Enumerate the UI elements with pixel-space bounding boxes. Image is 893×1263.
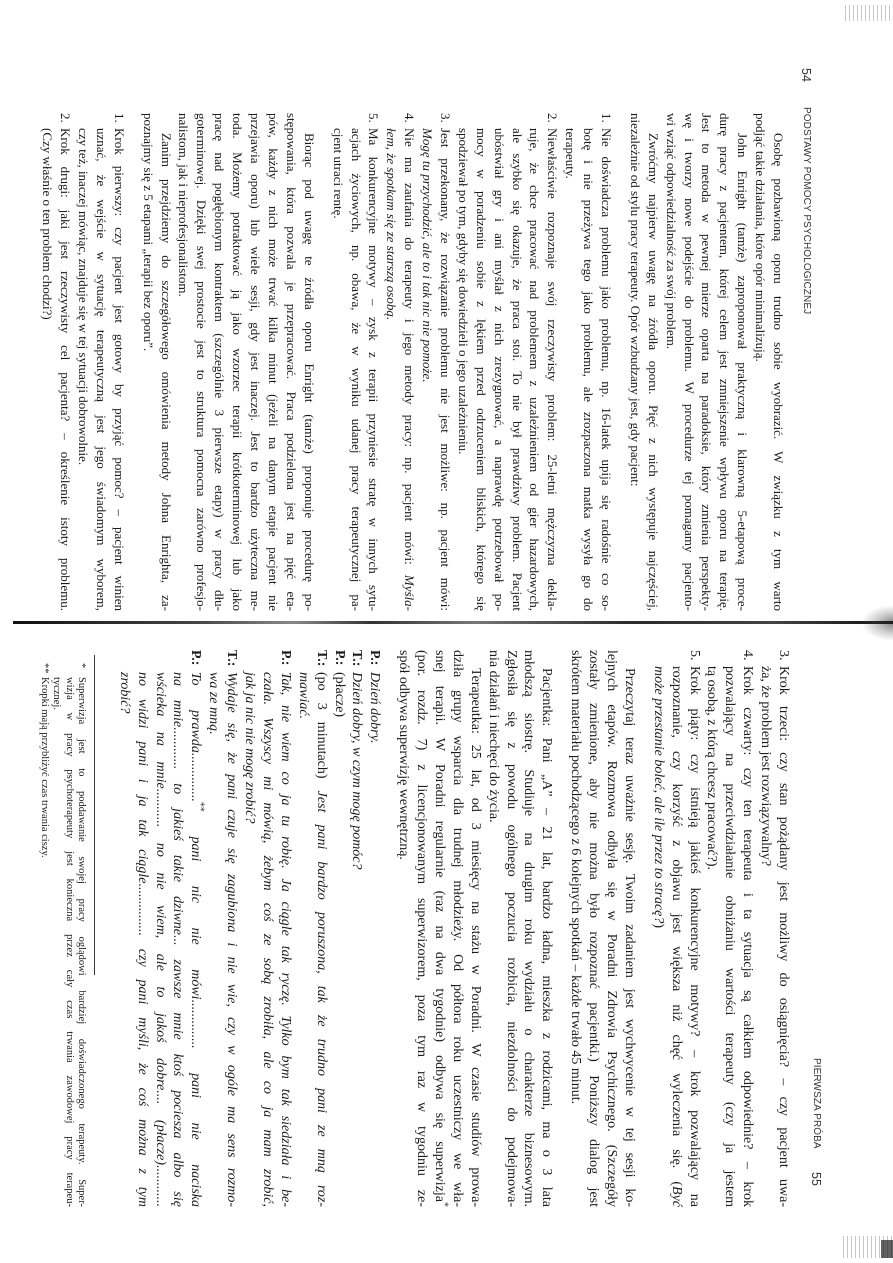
text-line: terapeuty. — [563, 128, 579, 179]
text-line — [330, 672, 348, 1207]
footnotes — [37, 663, 87, 1207]
text-line: Krok piąty: czy istnieją jakieś konkurencyjne motywy? – krok pozwalający na — [686, 666, 702, 1207]
steps-list — [649, 650, 792, 1207]
text-line: nia działań i niechęci do życia. — [485, 650, 501, 823]
text-line: Krok trzeci: czy stan pożądany jest możliwy do osiągnięcia? – czy pacjent uwa- — [776, 666, 791, 1207]
paragraph — [662, 113, 751, 611]
list-item — [649, 650, 703, 1207]
speaker-label: P.: — [188, 650, 204, 666]
list-item — [74, 113, 128, 611]
list-number: 4. — [740, 650, 756, 661]
text-line — [400, 128, 418, 611]
text-line: czy też, inaczej mówiąc, znajduje się w tej sytuacji dobrowolnie. — [76, 128, 92, 466]
text-line — [294, 672, 312, 1207]
speech: Wydaje się, że pani czuje się zagubiona i nie wie, czy w ogóle ma sens rozmo- — [224, 672, 240, 1207]
text-line: spół odbywa superwizję wewnętrzną. — [396, 650, 412, 860]
text-line: cjent utraci rentę. — [330, 128, 346, 219]
text-line: skrótem materiału pochodzącego z 6 kolejnych spotkań – każde trwało 45 minut. — [568, 650, 584, 1105]
text-line: Zanim przejdziemy do szczegółowego omówienia metody Johna Enrighta, za- — [158, 133, 174, 611]
text-line — [133, 672, 151, 1207]
text-line: ża, że problem jest rozwiązywalny? — [758, 666, 774, 867]
text-line: Niewłaściwie rozpoznaje swój rzeczywisty problem: 25-letni mężczyzna dekla- — [545, 128, 561, 611]
text-line: Zgłosiła się z powodu ogólnego poczucia rozbicia, niezdolności do podejmowa- — [503, 650, 519, 1207]
text-run: Nie ma zaufania do terapeuty i jego metody pracy: np. pacjent mówi: — [402, 128, 418, 575]
list-item — [329, 113, 383, 611]
paragraph-spacer — [638, 650, 649, 1207]
text-line — [115, 672, 133, 1207]
running-head — [798, 0, 814, 621]
paragraph-spacer — [555, 650, 566, 1207]
list-number: 1. — [598, 113, 614, 123]
text-line: Nie doświadcza problemu jako problemu, np. 16-latek upija się radośnie co so- — [598, 128, 614, 611]
paragraph — [139, 113, 175, 611]
text-line: ubóstwiał gry i ani myślał z nich zrezygnować, a naprawdę potrzebował po- — [491, 128, 507, 611]
text-line: Krok drugi: jaki jest rzeczywisty cel pacjenta? – określenie istoty problemu. — [58, 128, 74, 611]
text-line — [348, 672, 366, 1207]
speech: zrobić? — [116, 672, 132, 714]
text-line: Kropki mają przybliżyć czas trwania ciszy. — [38, 677, 50, 858]
page-body — [115, 650, 792, 1207]
speaker-label: T.: — [224, 650, 240, 667]
text-line — [276, 672, 294, 1207]
speech: jak ja nic nie mogę zrobić? — [242, 672, 258, 824]
text-line: wizja w pracy psychoterapeuty jest konieczna przez cały czas trwania zawodowej pracy terapeu- — [63, 677, 75, 1207]
text-run: snej terapii. W Poradni regularnie (raz na dwa tygodnie) odbywa się superwizja — [431, 650, 447, 1202]
list-item — [38, 113, 74, 611]
text-line — [169, 672, 187, 1207]
text-run: ) — [650, 923, 666, 929]
text-line: niezależnie od stylu pracy terapeuty. Opór wzbudzany jest, gdy pacjent: — [627, 113, 643, 487]
speech: czała. Wszyscy mi mówią, żebym coś ze sobą zrobiła, ale co ja mam zrobić, — [259, 672, 275, 1207]
text-line — [430, 650, 448, 1207]
list-number: 5. — [366, 113, 382, 123]
text-line: Osobę pozbawioną oporu trudno sobie wyobrazić. W związku z tym warto — [771, 133, 786, 611]
dialogue-turn — [240, 650, 294, 1207]
italic-quote: łem, że spotkam się ze starszą osobą. — [384, 128, 400, 321]
italic-quote: może przestanie boleć, ale ile przez to stracę? — [650, 666, 666, 924]
speech: wa ze mną. — [206, 672, 222, 735]
page-54 — [0, 0, 893, 621]
footnote-marker: * — [76, 663, 87, 669]
text-line: Terapeutka: 25 lat, od 3 miesięcy na stażu w Poradni. W czasie studiów prowa- — [467, 668, 483, 1207]
italic-quote: Być — [668, 1186, 684, 1207]
page-55 — [0, 624, 893, 1263]
speech: Jest pani bardzo poruszona, tak że trudno pani ze mną roz- — [313, 790, 329, 1208]
text-line: podjąć takie działania, które opór minimalizują. — [753, 113, 769, 362]
paragraph — [566, 650, 638, 1207]
text-line — [649, 666, 667, 1207]
text-line: toda. Możemy potraktować ją jako wzorzec terapii krótkoterminowej lub jako — [230, 113, 246, 611]
speech: mawiać. — [295, 672, 311, 720]
list-item — [561, 113, 615, 611]
text-line: Superwizja jest to poddawanie swojej pracy oglądowi bardziej doświadczonego terapeuty. Super- — [76, 677, 87, 1207]
dialogue-turn — [294, 650, 330, 1207]
dialogue-turn — [204, 650, 240, 1207]
dialogue-turn — [330, 650, 348, 1207]
text-line: stępowania, która pozwala je przepracować. Praca podzielona jest na pięć eta- — [283, 113, 299, 611]
text-line — [204, 672, 222, 1207]
speaker-label: T.: — [349, 650, 365, 667]
speech: To prawda.............. — [188, 672, 204, 802]
list-number: 3. — [437, 113, 453, 123]
list-number: 4. — [402, 113, 418, 123]
paragraph-spacer — [383, 650, 394, 1207]
therapist-profile — [394, 650, 483, 1207]
footnote-ref: * — [438, 1201, 450, 1207]
speech: pani nic nie mówi.............. pani nie naciska — [188, 811, 204, 1207]
page-number: 55 — [809, 1172, 823, 1186]
text-line: botę i nie przeżywa tego jako problemu, ale zrozpaczona matka wysyła go do — [581, 128, 597, 611]
text-line: Pacjentka: Pani „A” – 21 lat, bardzo ładna, mieszka z rodzicami, ma o 3 lata — [539, 668, 555, 1207]
text-line — [240, 672, 258, 1207]
text-line: (por. rozdz. 7) z licencjonowanym superwizorem, poza tym raz w tygodniu ze- — [414, 650, 430, 1207]
text-line: tą osobą, z którą chcesz pracować?). — [704, 666, 720, 871]
text-line: Jest to metoda w pewnej mierze oparta na paradoksie, który zmienia perspekty- — [699, 113, 715, 611]
steps-list — [38, 113, 127, 611]
list-item — [418, 113, 454, 611]
text-line — [667, 666, 685, 1207]
text-line: ruje, że chce pracować nad problemem z uzależnieniem od gier hazardowych, — [527, 128, 543, 611]
speech: na mnie............ to jakieś takie dziwne... zawsze mnie ktoś pociesza albo się — [170, 672, 186, 1207]
paragraph — [626, 113, 662, 611]
speech: wścieka na mnie........... no nie wiem, ale to jakoś dobre.... (płacze)............ — [152, 672, 168, 1207]
speech: Tak, nie wiem co ja tu robię. Ja ciągle tak ryczę. Tylko bym tak siedziała i be- — [277, 672, 293, 1207]
running-head — [808, 624, 824, 1263]
text-line: spodziewał po tym, gdyby się dowiedzieli o jego uzależnieniu. — [455, 128, 471, 455]
list-number: 1. — [111, 113, 127, 123]
running-head-title: PODSTAWY POMOCY PSYCHOLOGICZNEJ — [801, 107, 812, 315]
paragraph-spacer — [615, 113, 626, 611]
text-line — [151, 672, 169, 1207]
resistance-sources-list — [329, 113, 615, 611]
speaker-label: P.: — [367, 650, 383, 666]
text-line: goterminowej. Dzięki swej prostocie jest to struktura pomocna zarówno profesjo- — [194, 113, 210, 611]
text-line: poznajmy się z 5 etapami „terapii bez oporu”. — [140, 113, 156, 352]
list-item — [382, 113, 418, 611]
footnote — [50, 663, 87, 1207]
speech: Dzień dobry. — [367, 672, 383, 744]
page-body — [38, 113, 787, 611]
text-line: młodszą siostrę. Studiuje na drugim roku wydziału o charakterze biznesowym. — [521, 650, 537, 1207]
text-line: wi wziąć odpowiedzialność za swój problem. — [663, 113, 679, 350]
text-line: dziła grupy wsparcia dla trudnej młodzieży. Od półtora roku uczestniczy we wła- — [449, 650, 465, 1207]
footnote — [37, 663, 49, 1207]
text-line: przejawia oporu) lub wiele sesji, gdy jest inaczej. Jest to bardzo użyteczna me- — [248, 113, 264, 611]
text-line: Przeczytaj teraz uważnie sesję. Twoim zadaniem jest wychwycenie w tej sesji ko- — [621, 668, 637, 1207]
text-line: lejnych etapów. Rozmowa odbyła się w Poradni Zdrowia Psychicznego. (Szczegóły — [603, 650, 619, 1207]
text-line: ale szybko się okazuje, że praca stoi. To nie był prawdziwy problem. Pacjent — [509, 128, 525, 611]
text-line — [258, 672, 276, 1207]
list-number: 5. — [686, 650, 702, 661]
speech: Dzień dobry, w czym mogę pomóc? — [349, 672, 365, 870]
list-number: 2. — [545, 113, 561, 123]
paragraph-spacer — [318, 113, 329, 611]
dialogue-turn — [115, 650, 207, 1207]
list-number: 3. — [776, 650, 791, 661]
list-number: 2. — [58, 113, 74, 123]
paragraph-spacer — [128, 113, 139, 611]
text-line: mocy w poradzeniu sobie z lękiem przed odrzuceniem bliskich, którego się — [473, 128, 489, 611]
patient-profile — [484, 650, 556, 1207]
footnote-ref: ** — [195, 801, 207, 812]
page-number: 54 — [799, 68, 813, 82]
text-line: John Enright (tamże) zaproponował praktyczną i klarowną 5-etapową proce- — [735, 133, 751, 611]
dialogue-turn — [348, 650, 366, 1207]
footnote-divider — [94, 655, 95, 975]
text-line: wę i tworzy nowe podejście do problemu. W procedurze tej pomagamy pacjento- — [681, 113, 697, 611]
text-line: (Czy właśnie o ten problem chodzi?) — [40, 128, 56, 320]
text-line: pracę nad pogłębionym kontraktem (szczególnie 3 pierwsze etapy) w pracy dłu- — [212, 113, 228, 611]
speech: no widzi pani i ja tak ciągle............... czy pani myśli, że coś można z tym — [134, 672, 150, 1207]
paragraph — [175, 113, 318, 611]
footnote-marker: ** — [38, 663, 50, 674]
list-item — [703, 650, 757, 1207]
text-line: Jest przekonany, że rozwiązanie problemu nie jest możliwe: np. pacjent mówi: — [437, 128, 453, 611]
text-line: pozwalający na przeciwdziałanie obniżaniu wartości terapeuty (czy ja jestem — [722, 666, 738, 1207]
text-line: Zwróćmy najpierw uwagę na źródła oporu. Pięć z nich występuje najczęściej, — [645, 133, 661, 611]
running-head-title: PIERWSZA PRÓBA — [811, 1058, 822, 1149]
speaker-label: P.: — [277, 650, 293, 666]
text-line: uznać, że wejście w sytuację terapeutyczną jest jego świadomym wyborem, — [93, 128, 109, 611]
session-dialogue — [115, 650, 383, 1207]
text-line: acjach życiowych, np. obawa, że w wyniku udanej pracy terapeutycznej pa- — [348, 128, 364, 611]
italic-quote: Mogę tu przychodzić, ale to i tak nic nie pomoże. — [420, 128, 436, 383]
stage-direction: (po 3 minutach) — [313, 672, 329, 791]
text-line — [222, 672, 240, 1207]
italic-quote: Myśla- — [402, 574, 418, 611]
list-item — [454, 113, 561, 611]
text-line: nalistom, jak i nieprofesjonalistom. — [176, 113, 192, 297]
list-item — [756, 650, 792, 1207]
text-line: Krok czwarty: czy ten terapeuta i ta sytuacja są całkiem odpowiednie? – krok — [740, 666, 756, 1207]
dialogue-turn — [365, 650, 383, 1207]
text-line: zostały zmienione, aby nie można było rozpoznać pacjentki.) Poniższy dialog jest — [586, 650, 602, 1207]
paragraph — [751, 113, 787, 611]
text-line — [382, 128, 400, 611]
text-line: Biorąc pod uwagę te źródła oporu Enright (tamże) proponuje procedurę po- — [301, 133, 317, 611]
text-line: durę pracy z pacjentem, której celem jest zmniejszenie wpływu oporu na terapię. — [717, 113, 733, 611]
text-line: tycznej. — [51, 677, 63, 710]
text-line — [418, 128, 436, 611]
text-line — [187, 672, 205, 1207]
speaker-label: P.: — [331, 650, 347, 666]
text-run: rozpoznanie, czy korzyść z objawu jest większa niż chęć wyleczenia się. ( — [668, 666, 684, 1187]
text-line: Ma konkurencyjne motywy – zysk z terapii przyniesie stratę w innych sytu- — [366, 128, 382, 611]
speaker-label: T.: — [313, 650, 329, 667]
text-line: Krok pierwszy: czy pacjent jest gotowy by przyjąć pomoc? – pacjent winien — [111, 128, 127, 611]
text-line: pów, każdy z nich może trwać kilka minut (jeżeli na danym etapie pacjent nie — [265, 113, 281, 611]
text-line — [312, 672, 330, 1207]
stage-direction: (płacze) — [331, 672, 347, 718]
text-line — [365, 672, 383, 1207]
